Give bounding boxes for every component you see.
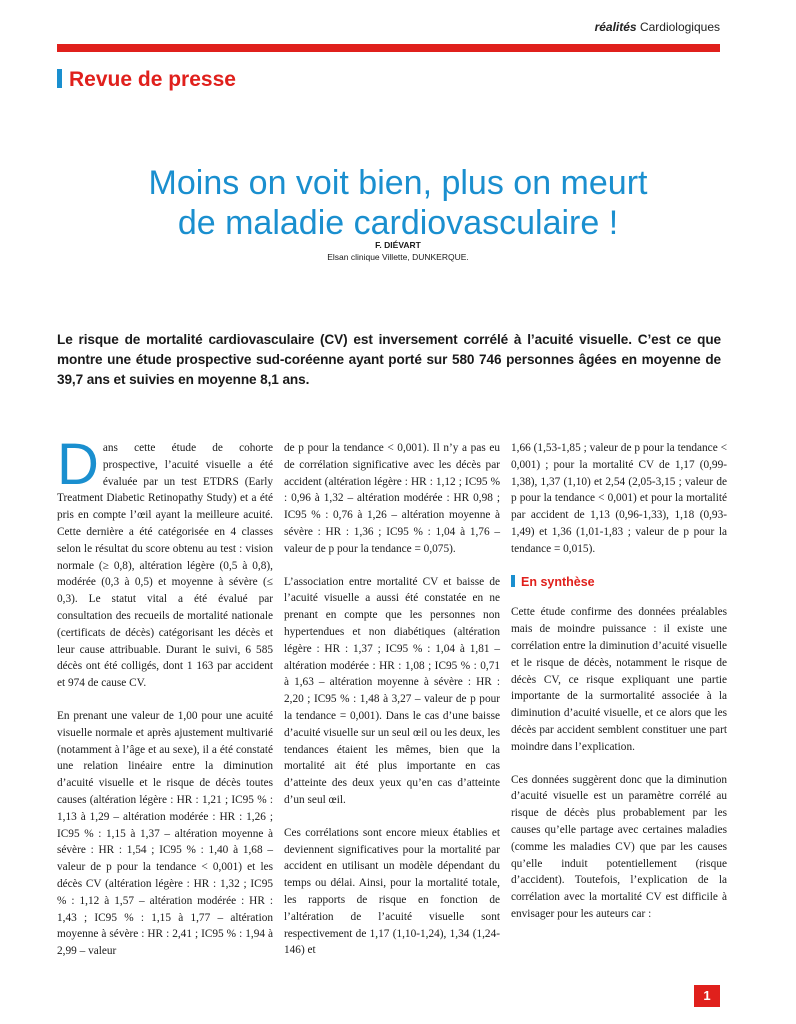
section-tag	[57, 68, 236, 92]
column-2-paragraph-1: de p pour la tendance < 0,001). Il n’y a pas eu de corrélation significative avec les décès par accident (altération légère : HR : 1,12 ; IC95 % : 0,96 à 1,32 – altération modérée : HR 0,98 ; IC95 % : 0,76 à 1,26 – altération moyenne à sévère : HR : 1,36 ; IC95 % : 1,04 à 1,76 – valeur de p pour la tendance = 0,075).	[284, 442, 500, 555]
affiliation: Elsan clinique Villette, DUNKERQUE.	[327, 252, 469, 262]
title-line-2: de maladie cardiovasculaire !	[177, 203, 619, 242]
article-title	[60, 163, 736, 243]
journal-header	[595, 20, 720, 34]
synthesis-title: En synthèse	[521, 574, 595, 589]
column-1-paragraph-2: En prenant une valeur de 1,00 pour une acuité visuelle normale et après ajustement multivarié (notamment à l’âge et au sexe), il a été constaté une relation linéaire entre la diminution d’acuité visuelle et le risque de décès toutes causes (altération légère : HR : 1,21 ; IC95 % : 1,13 à 1,29 – altération modérée : HR : 1,26 ; IC95 % : 1,15 à 1,37 – altération moyenne à sévère : HR : 1,54 ; IC95 % : 1,40 à 1,68 – valeur de p pour la tendance < 0,001) et les décès CV (altération légère : HR : 1,32 ; IC95 % : 1,12 à 1,57 – altération modérée : HR : 1,43 ; IC95 % : 1,15 à 1,77 – altération moyenne à sévère : HR : 2,41 ; IC95 % : 1,94 à 2,99 – valeur	[57, 709, 273, 958]
column-2-paragraph-2: L’association entre mortalité CV et baisse de l’acuité visuelle a aussi été constatée en ne prenant en compte que les personnes non hypertendues et non diabétiques (altération légère : HR : 1,37 ; IC95 % : 1,04 à 1,81 – altération modérée : HR : 1,08 ; IC95 % : 0,71 à 1,63 – altération moyenne à sévère : HR : 2,20 ; IC95 % : 1,48 à 3,27 – valeur de p pour la tendance = 0,001). Dans le cas d’une baisse d’acuité visuelle sur un seul œil ou les deux, les tendances étaient les mêmes, bien que la mortalité ait été plus importante en cas d’atteinte des deux yeux qu’en cas d’atteinte d’un seul œil.	[284, 575, 500, 806]
title-line-1: Moins on voit bien, plus on meurt	[148, 163, 648, 202]
top-red-rule	[57, 44, 720, 52]
synthesis-marker-icon	[511, 575, 515, 587]
column-1-paragraph-1-text: ans cette étude de cohorte prospective, l’acuité visuelle a été évaluée par un test ETDRS (Early Treatment Diabetic Retinopathy Study) et a été pris en compte l’œil ayant la meilleure acuité. Cette dernière a été catégorisée en 4 classes selon le résultat du score obtenu au test : vision normale (≥ 0,8), altération légère (0,5 à 0,8), modérée (0,3 à 0,5) et moyenne à sévère (≤ 0,3). Le statut vital a été évalué par consultation des recueils de mortalité nationale (certificats de décès) catégorisant les décès et leur cause attribuable. Durant le suivi, 6 585 décès ont été colligés, dont 1 163 par accident et 974 de cause CV.	[57, 442, 273, 690]
drop-cap: D	[57, 432, 99, 497]
column-1-paragraph-1	[57, 432, 273, 692]
journal-name: Cardiologiques	[639, 20, 720, 34]
section-label: Revue de presse	[69, 68, 236, 91]
column-2	[284, 440, 500, 975]
column-3	[511, 440, 727, 939]
synthesis-heading	[511, 574, 727, 591]
author: F. DIÉVART	[375, 240, 421, 250]
column-3-paragraph-3: Ces données suggèrent donc que la diminution d’acuité visuelle est un paramètre corrélé au risque de décès plus probablement par les causes qu’elle partage avec certaines maladies (comme les maladies CV) que par les causes qu’elle induit potentiellement (risque d’accident). Toutefois, l’explication de la corrélation avec la mortalité CV est difficile à envisager pour les auteurs car :	[511, 773, 727, 920]
section-marker-icon	[57, 69, 62, 88]
column-1	[57, 432, 273, 976]
lead-paragraph: Le risque de mortalité cardiovasculaire (CV) est inversement corrélé à l’acuité visuelle. C’est ce que montre une étude prospective sud-coréenne ayant porté sur 580 746 personnes âgées en moyenne de 39,7 ans et suivies en moyenne 8,1 ans.	[57, 332, 721, 387]
journal-brand: réalités	[594, 20, 637, 34]
column-3-paragraph-1: 1,66 (1,53-1,85 ; valeur de p pour la tendance < 0,001) ; pour la mortalité CV de 1,17 (0,99-1,38), 1,37 (1,10) et 2,54 (2,05-3,15 ; valeur de p pour la tendance < 0,001) et pour la mortalité par accident de 1,13 (0,96-1,33), 1,18 (0,93-1,49) et 1,36 (1,01-1,83 ; valeur de p pour la tendance = 0,015).	[511, 442, 727, 555]
column-3-paragraph-2: Cette étude confirme des données préalables mais de moindre puissance : il existe une corrélation entre la diminution d’acuité visuelle et le risque de décès, notamment le risque de décès CV, ce risque expliquant une partie importante de la surmortalité associée à la diminution d’acuité visuelle, et ce alors que les décès par accident semblent constituer une part moindre dans l’explication.	[511, 606, 727, 753]
column-2-paragraph-3: Ces corrélations sont encore mieux établies et deviennent significatives pour la mortalité par accident en utilisant un modèle dépendant du temps ou délai. Ainsi, pour la mortalité totale, les rapports de risque en fonction de l’altération de l’acuité visuelle sont respectivement de 1,17 (1,10-1,24), 1,34 (1,24-146) et	[284, 826, 500, 957]
page-number: 1	[694, 985, 720, 1007]
